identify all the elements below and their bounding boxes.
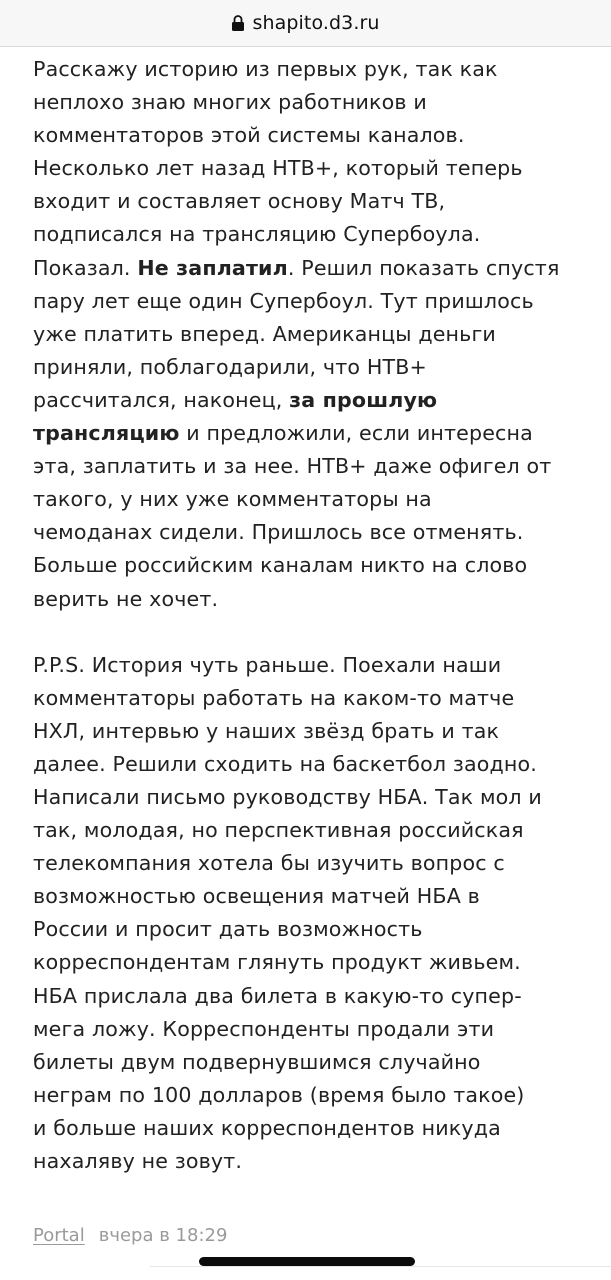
text-line <box>33 384 593 417</box>
text-fragment: . Решил показать спустя <box>287 255 560 280</box>
text-fragment: эта, заплатить и за нее. НТВ+ даже офигел от <box>33 454 552 479</box>
text-fragment: подписался на трансляцию Супербоула. <box>33 222 481 247</box>
text-line <box>33 715 593 748</box>
text-fragment: чемоданах сидели. Пришлось все отменять. <box>33 520 524 545</box>
post-paragraph-1 <box>33 53 593 616</box>
address-domain[interactable]: shapito.d3.ru <box>252 12 380 34</box>
text-fragment: неплохо знаю многих работников и <box>33 90 427 115</box>
divider <box>150 1266 611 1267</box>
text-fragment: такого, у них уже комментаторы на <box>33 487 432 512</box>
text-line <box>33 1013 593 1046</box>
text-fragment: комментаторы работать на каком-то матче <box>33 685 515 710</box>
text-line <box>33 483 593 516</box>
text-fragment: возможностью освещения матчей НБА в <box>33 884 480 909</box>
text-line <box>33 351 593 384</box>
text-line <box>33 1079 593 1112</box>
text-line <box>33 252 593 285</box>
bold-text: за прошлую <box>289 387 438 412</box>
home-indicator[interactable] <box>199 1257 415 1266</box>
post-paragraph-2 <box>33 649 593 1179</box>
bold-text: Не заплатил <box>137 255 288 280</box>
text-line <box>33 285 593 318</box>
text-fragment: Несколько лет назад НТВ+, который теперь <box>33 156 523 181</box>
text-fragment: неграм по 100 долларов (время было такое) <box>33 1082 525 1107</box>
text-fragment: Написали письмо руководству НБА. Так мол и <box>33 784 542 809</box>
text-line <box>33 516 593 549</box>
text-fragment: входит и составляет основу Матч ТВ, <box>33 189 446 214</box>
text-fragment: так, молодая, но перспективная российская <box>33 818 524 843</box>
text-fragment: верить не хочет. <box>33 586 219 611</box>
text-fragment: рассчитался, наконец, <box>33 387 290 412</box>
text-fragment: билеты двум подвернувшимся случайно <box>33 1049 481 1074</box>
text-fragment: Показал. <box>33 255 138 280</box>
lock-icon <box>231 14 245 32</box>
text-line <box>33 1046 593 1079</box>
text-line <box>33 185 593 218</box>
text-fragment: НБА прислала два билета в какую-то супер- <box>33 983 522 1008</box>
text-line <box>33 946 593 979</box>
text-fragment: Больше российским каналам никто на слово <box>33 553 528 578</box>
text-line <box>33 53 593 86</box>
text-fragment: и предложили, если интересна <box>179 421 533 446</box>
text-line <box>33 847 593 880</box>
browser-address-bar[interactable] <box>0 0 611 47</box>
text-line <box>33 781 593 814</box>
text-line <box>33 86 593 119</box>
text-line <box>33 549 593 582</box>
text-line <box>33 417 593 450</box>
text-fragment: НХЛ, интервью у наших звёзд брать и так <box>33 718 500 743</box>
text-fragment: комментаторов этой системы каналов. <box>33 123 465 148</box>
text-fragment: P.P.S. История чуть раньше. Поехали наши <box>33 652 502 677</box>
post-footer <box>33 1225 227 1246</box>
text-fragment: приняли, поблагодарили, что НТВ+ <box>33 354 427 379</box>
text-line <box>33 649 593 682</box>
text-fragment: пару лет еще один Супербоул. Тут пришлось <box>33 288 534 313</box>
text-fragment: мега ложу. Корреспонденты продали эти <box>33 1016 495 1041</box>
text-fragment: далее. Решили сходить на баскетбол заодно. <box>33 751 537 776</box>
bold-text: трансляцию <box>33 421 180 446</box>
text-fragment: Расскажу историю из первых рук, так как <box>33 57 498 81</box>
text-fragment: нахаляву не зовут. <box>33 1149 243 1173</box>
text-line <box>33 152 593 185</box>
post-timestamp: вчера в 18:29 <box>98 1225 228 1246</box>
post-content <box>33 53 593 1178</box>
text-fragment: корреспондентам глянуть продукт живьем. <box>33 950 521 975</box>
text-line <box>33 1145 593 1178</box>
author-link[interactable]: Portal <box>33 1225 85 1246</box>
text-fragment: России и просит дать возможность <box>33 917 423 942</box>
text-line <box>33 119 593 152</box>
text-line <box>33 1112 593 1145</box>
text-fragment: и больше наших корреспондентов никуда <box>33 1115 501 1140</box>
text-line <box>33 748 593 781</box>
text-line <box>33 583 593 616</box>
text-line <box>33 682 593 715</box>
text-line <box>33 880 593 913</box>
text-line <box>33 218 593 251</box>
text-line <box>33 318 593 351</box>
text-line <box>33 980 593 1013</box>
text-fragment: телекомпания хотела бы изучить вопрос с <box>33 851 505 876</box>
text-line <box>33 814 593 847</box>
text-line <box>33 913 593 946</box>
text-fragment: уже платить вперед. Американцы деньги <box>33 321 496 346</box>
text-line <box>33 450 593 483</box>
